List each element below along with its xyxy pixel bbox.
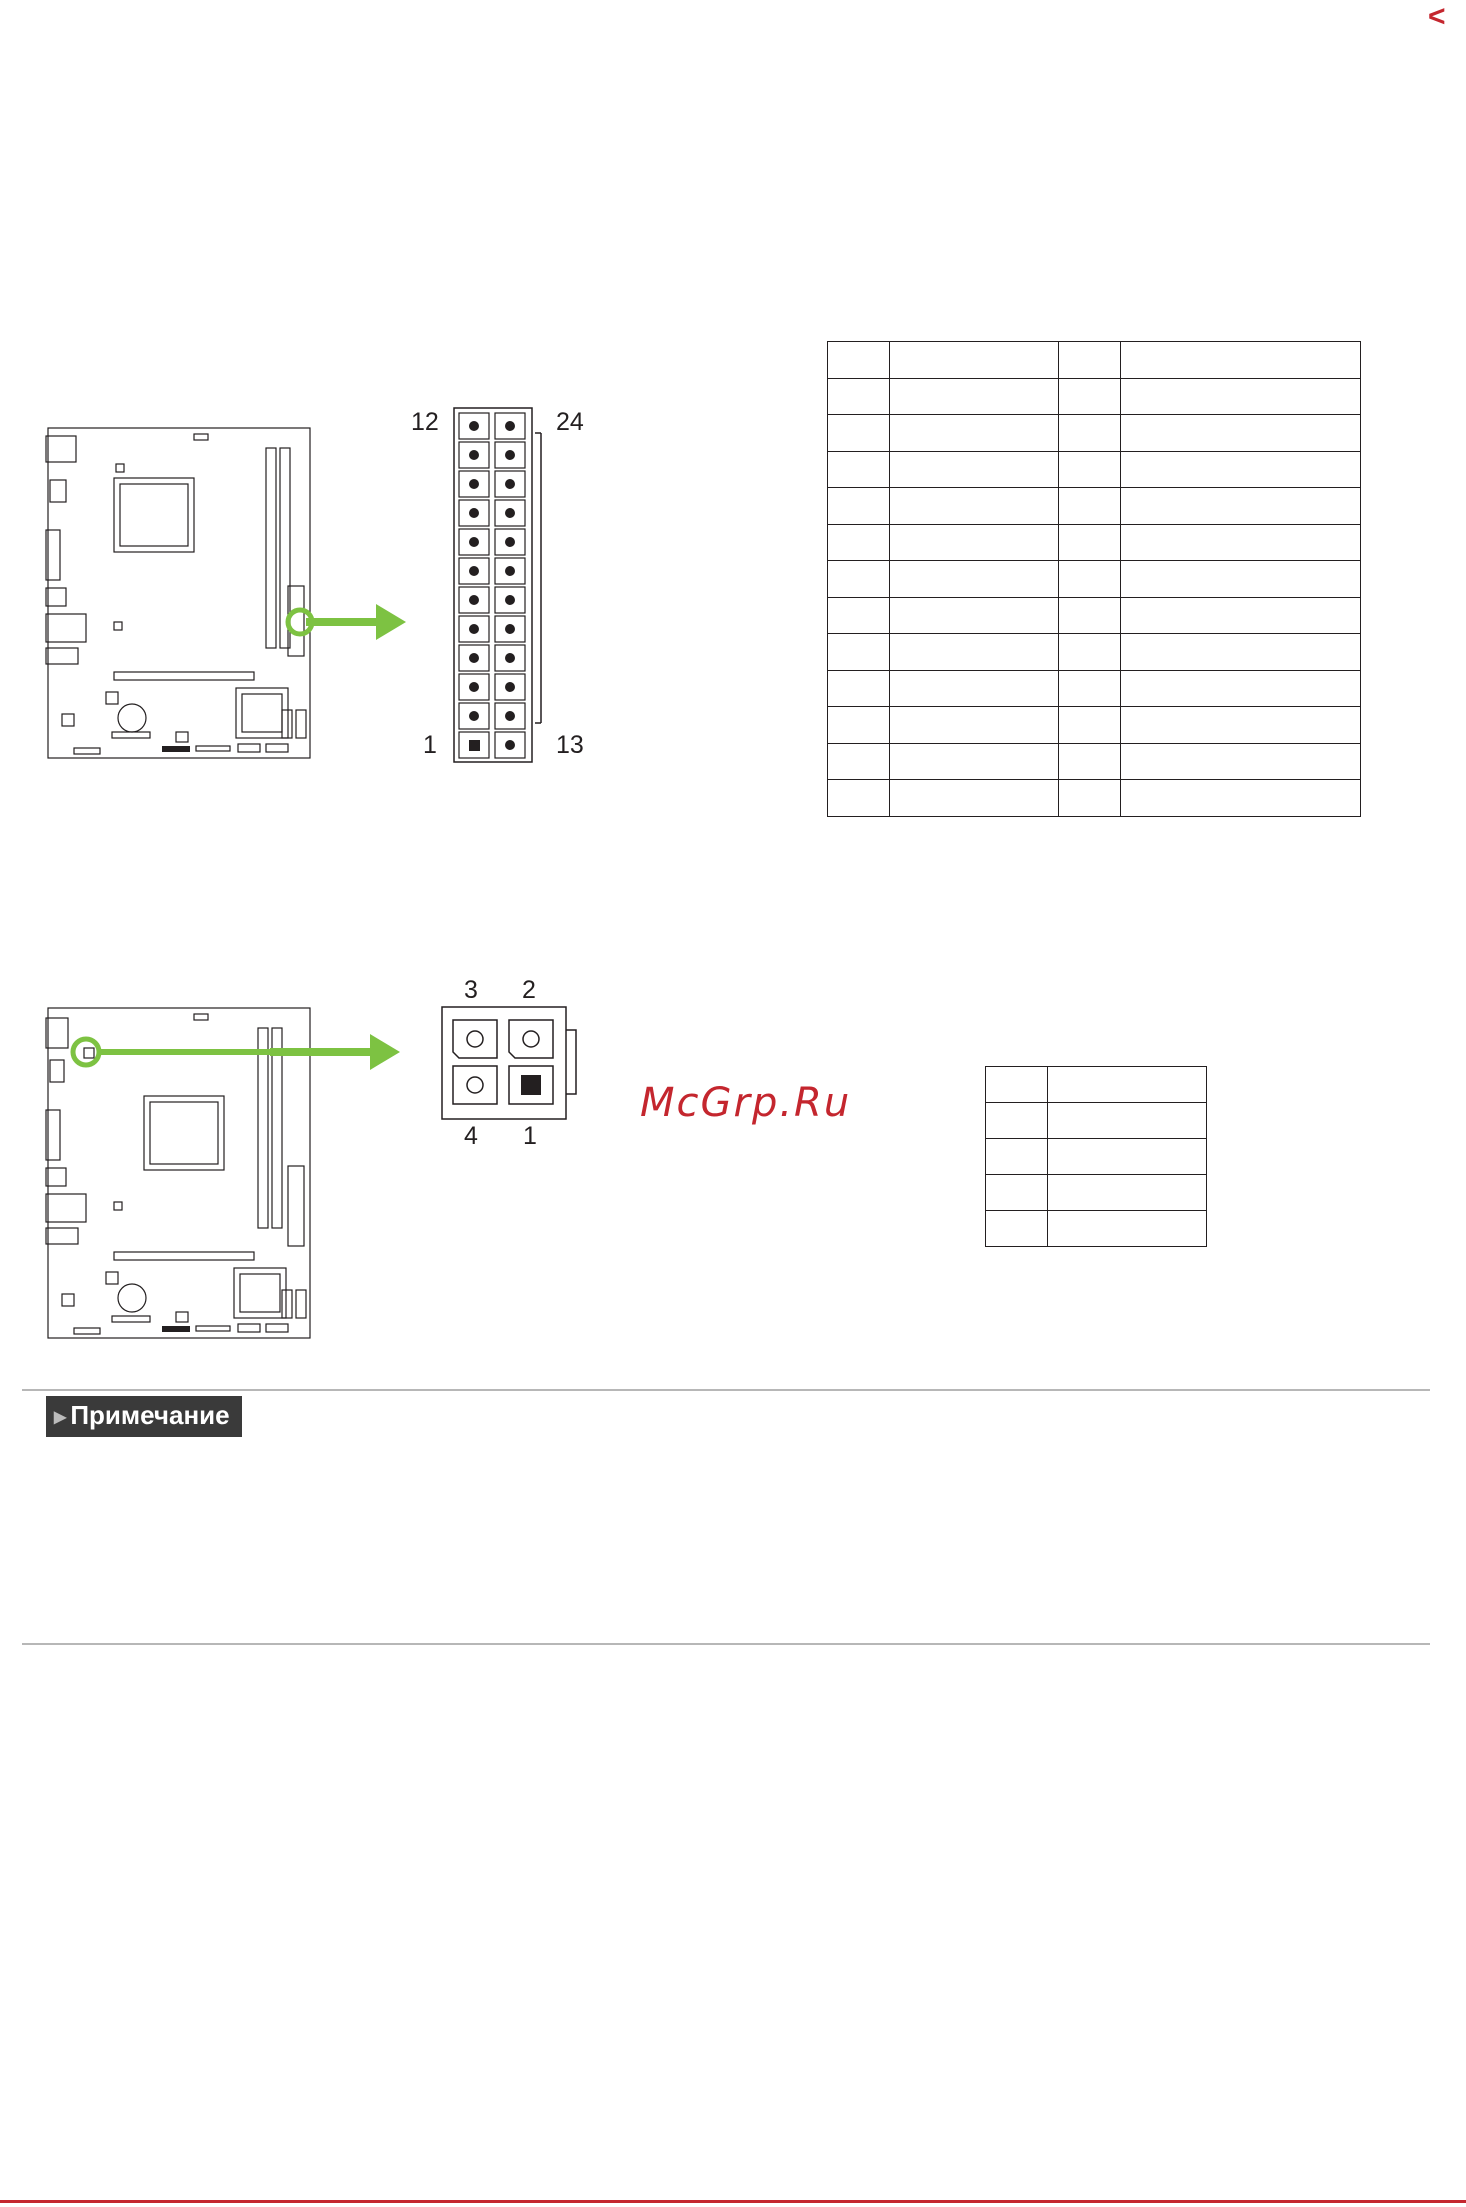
table-cell: [986, 1211, 1048, 1247]
pin-dot: [505, 682, 515, 692]
watermark: McGrp.Ru: [640, 1080, 852, 1126]
table-cell: [1059, 780, 1121, 817]
pin-dot: [505, 595, 515, 605]
table-cell: [1121, 597, 1361, 634]
table-row: [986, 1175, 1207, 1211]
table-row: [828, 415, 1361, 452]
table-cell: [1059, 378, 1121, 415]
pin-label-13: 13: [556, 731, 584, 759]
table-row: [828, 488, 1361, 525]
table-cell: [1059, 561, 1121, 598]
table-cell: [828, 415, 890, 452]
pin-dot: [505, 740, 515, 750]
table-row: [828, 670, 1361, 707]
pin-dot: [505, 624, 515, 634]
pin-dot: [505, 450, 515, 460]
table-row: [828, 743, 1361, 780]
table-cell: [1059, 743, 1121, 780]
table-cell: [1121, 670, 1361, 707]
table-cell: [1121, 743, 1361, 780]
pin-label-1: 1: [423, 731, 437, 759]
table-row: [986, 1139, 1207, 1175]
table-row: [828, 378, 1361, 415]
note-label: Примечание: [70, 1400, 230, 1430]
pin-label-1b: 1: [523, 1122, 537, 1150]
pin-label-24: 24: [556, 408, 584, 436]
table-cell: [1048, 1139, 1207, 1175]
pin-dot: [469, 450, 479, 460]
table-cell: [828, 670, 890, 707]
table-cell: [1121, 415, 1361, 452]
table-cell: [1048, 1211, 1207, 1247]
table-cell: [1059, 415, 1121, 452]
pin-dot: [505, 653, 515, 663]
arrow-atx4: [270, 1034, 400, 1070]
table-row: [828, 561, 1361, 598]
table-cell: [1048, 1103, 1207, 1139]
table-cell: [828, 524, 890, 561]
pin-label-3: 3: [464, 976, 478, 1004]
table-row: [828, 597, 1361, 634]
table-row: [828, 342, 1361, 379]
table-row: [986, 1067, 1207, 1103]
table-cell: [1059, 342, 1121, 379]
pin-dot: [469, 711, 479, 721]
pin-dot: [469, 508, 479, 518]
table-cell: [1121, 707, 1361, 744]
note-bottom-divider: [22, 1643, 1430, 1645]
table-cell: [828, 707, 890, 744]
pin-dot: [505, 508, 515, 518]
table-cell: [986, 1175, 1048, 1211]
table-cell: [1059, 707, 1121, 744]
atx24-connector: [453, 407, 543, 768]
pin-dot: [505, 479, 515, 489]
table-cell: [890, 780, 1059, 817]
table-row: [828, 780, 1361, 817]
table-cell: [828, 451, 890, 488]
table-row: [828, 634, 1361, 671]
table-cell: [828, 342, 890, 379]
table-row: [986, 1103, 1207, 1139]
table-cell: [986, 1067, 1048, 1103]
table-cell: [1059, 488, 1121, 525]
table-cell: [986, 1103, 1048, 1139]
table-cell: [890, 743, 1059, 780]
table-cell: [890, 561, 1059, 598]
table-cell: [986, 1139, 1048, 1175]
table-cell: [890, 488, 1059, 525]
table-cell: [1059, 451, 1121, 488]
pin-dot: [505, 566, 515, 576]
arrow-atx24: [306, 604, 406, 640]
atx4-pin-table: [985, 1066, 1207, 1247]
table-cell: [1121, 634, 1361, 671]
table-cell: [828, 780, 890, 817]
table-cell: [828, 488, 890, 525]
back-nav-icon[interactable]: <: [1428, 0, 1446, 33]
table-cell: [1121, 524, 1361, 561]
pin-dot: [469, 595, 479, 605]
table-row: [828, 451, 1361, 488]
table-cell: [1121, 780, 1361, 817]
table-cell: [1121, 561, 1361, 598]
pin-dot: [505, 537, 515, 547]
table-cell: [1059, 634, 1121, 671]
pin-dot: [469, 479, 479, 489]
table-cell: [890, 451, 1059, 488]
table-cell: [828, 634, 890, 671]
table-cell: [1121, 451, 1361, 488]
table-cell: [890, 378, 1059, 415]
table-cell: [828, 561, 890, 598]
table-cell: [1059, 524, 1121, 561]
table-cell: [1121, 488, 1361, 525]
motherboard-diagram-atx24: [44, 426, 314, 762]
table-cell: [828, 597, 890, 634]
note-heading: [46, 1396, 242, 1437]
table-cell: [890, 707, 1059, 744]
pin-dot: [469, 537, 479, 547]
pin-label-2: 2: [522, 976, 536, 1004]
table-row: [986, 1211, 1207, 1247]
table-cell: [1121, 342, 1361, 379]
footer-rule: [0, 2200, 1466, 2203]
atx24-pin-table: [827, 341, 1361, 817]
pin-dot: [469, 653, 479, 663]
pin-dot: [505, 421, 515, 431]
table-cell: [890, 670, 1059, 707]
note-triangle-icon: ▶: [54, 1409, 67, 1426]
pin-dot: [469, 682, 479, 692]
table-cell: [1059, 597, 1121, 634]
table-cell: [1048, 1175, 1207, 1211]
pin-dot: [469, 566, 479, 576]
table-cell: [1048, 1067, 1207, 1103]
atx24-connector-drawing: [453, 407, 543, 763]
table-cell: [828, 378, 890, 415]
pin-dot: [505, 711, 515, 721]
table-cell: [890, 415, 1059, 452]
table-row: [828, 524, 1361, 561]
table-cell: [1121, 378, 1361, 415]
table-cell: [828, 743, 890, 780]
atx4-connector: [441, 1006, 577, 1120]
pin-dot: [469, 624, 479, 634]
pin-label-12: 12: [411, 408, 439, 436]
table-cell: [890, 597, 1059, 634]
note-top-divider: [22, 1389, 1430, 1391]
table-cell: [890, 524, 1059, 561]
table-cell: [890, 634, 1059, 671]
pin-dot: [469, 421, 479, 431]
table-row: [828, 707, 1361, 744]
pin-label-4: 4: [464, 1122, 478, 1150]
table-cell: [1059, 670, 1121, 707]
table-cell: [890, 342, 1059, 379]
pin-1-square: [469, 740, 480, 751]
